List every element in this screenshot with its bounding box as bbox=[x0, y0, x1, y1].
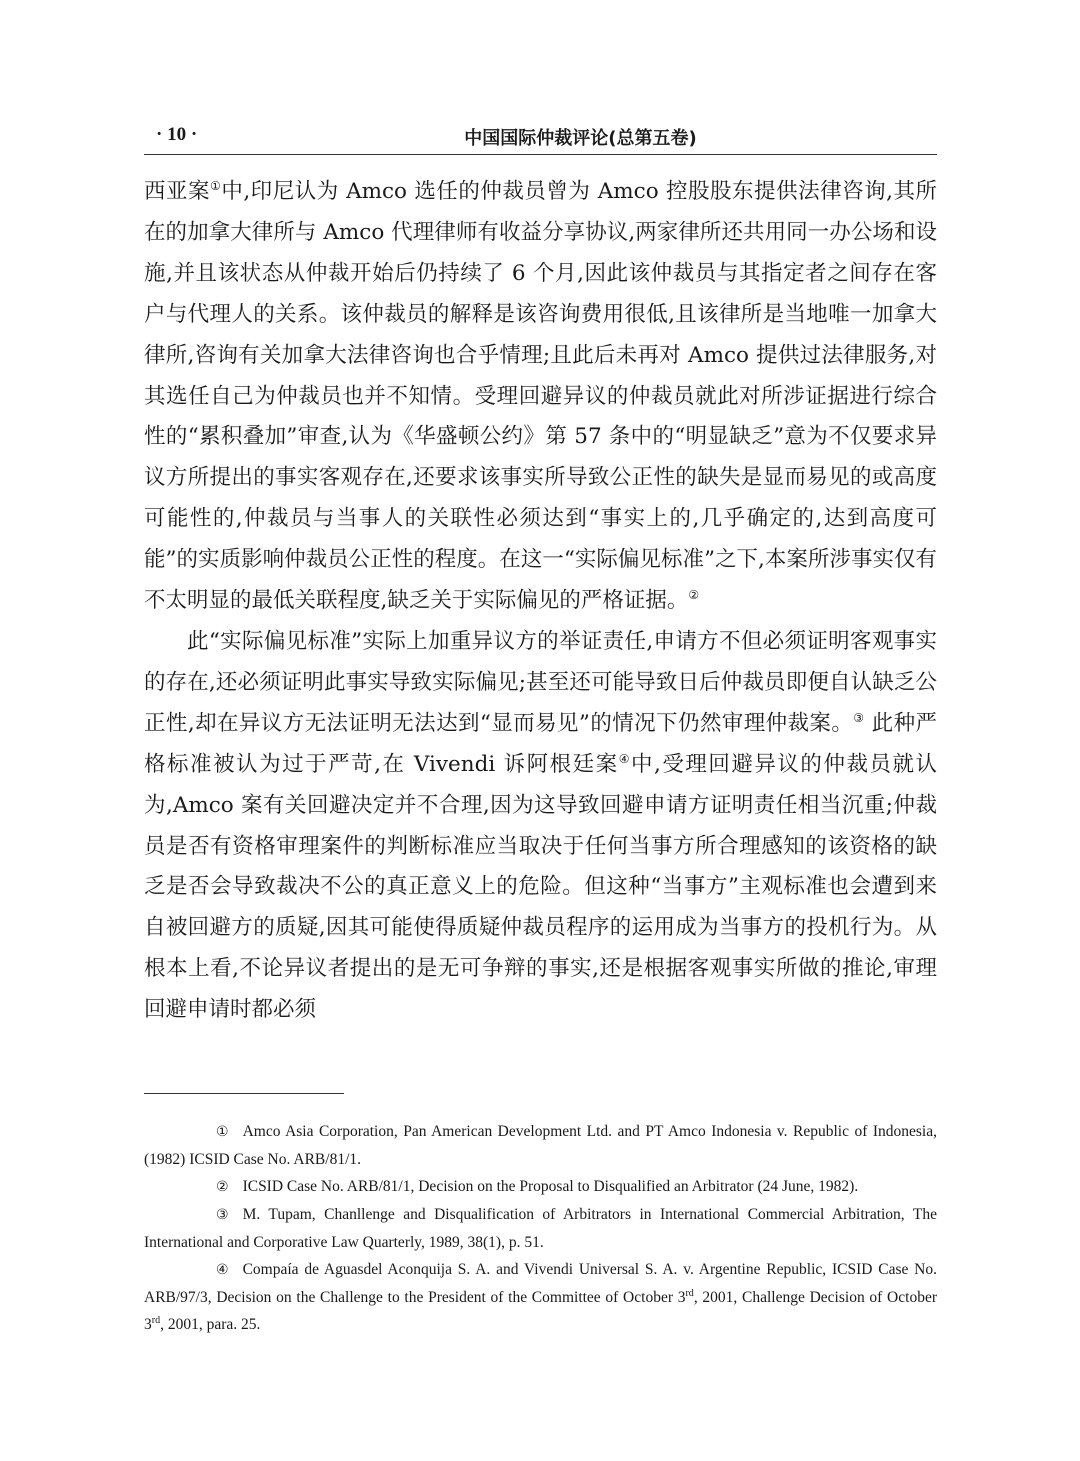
footnote-divider bbox=[144, 1093, 344, 1094]
footnote-text: , 2001, para. 25. bbox=[160, 1316, 261, 1333]
footnote-item bbox=[144, 1201, 937, 1256]
text-run: 西亚案 bbox=[144, 179, 211, 204]
footnote-ref[interactable]: ④ bbox=[618, 751, 631, 766]
footnote-text: M. Tupam, Chanllenge and Disqualification of Arbitrators in International Commercial Arbitration, The International and Corporative Law Quarterly, 1989, 38(1), p. 51. bbox=[144, 1206, 937, 1251]
text-run: 此“实际偏见标准”实际上加重异议方的举证责任,申请方不但必须证明客观事实的存在,还必须证明此事实导致实际偏见;甚至还可能导致日后仲裁员即便自认缺乏公正性,却在异议方无法证明无法达到“显而易见”的情况下仍然审理仲裁案。 bbox=[144, 628, 937, 736]
running-header bbox=[144, 120, 937, 155]
footnote-text: ICSID Case No. ARB/81/1, Decision on the Proposal to Disqualified an Arbitrator (24 June, 1982). bbox=[242, 1178, 859, 1195]
paragraph bbox=[144, 622, 937, 1031]
footnote-ref[interactable]: ③ bbox=[853, 710, 865, 725]
footnote-marker: ① bbox=[216, 1124, 229, 1140]
text-run: 中,印尼认为 Amco 选任的仲裁员曾为 Amco 控股股东提供法律咨询,其所在的加拿大律所与 Amco 代理律师有收益分享协议,两家律所还共用同一办公场和设施,并且该状态从仲裁开始后仍持续了 6 个月,因此该仲裁员与其指定者之间存在客户与代理人的关系。该仲裁员的解释是该咨询费用很低,且该律所是当地唯一加拿大律所,咨询有关加拿大法律咨询也合乎情理;且此后未再对 Amco 提供过法律服务,对其选任自己为仲裁员也并不知情。受理回避异议的仲裁员就此对所涉证据进行综合性的“累积叠加”审查,认为《华盛顿公约》第 57 条中的“明显缺乏”意为不仅要求异议方所提出的事实客观存在,还要求该事实所导致公正性的缺失是显而易见的或高度可能性的,仲裁员与当事人的关联性必须达到“事实上的,几乎确定的,达到高度可能”的实质影响仲裁员公正性的程度。在这一“实际偏见标准”之下,本案所涉事实仅有不太明显的最低关联程度,缺乏关于实际偏见的严格证据。 bbox=[144, 179, 937, 614]
footnote-text: , 2001, Challenge Decision of October 3 bbox=[144, 1289, 937, 1333]
footnote-text: Compaía de Aguasdel Aconquija S. A. and Vivendi Universal S. A. v. Argentine Republic, ICSID Case No. ARB/97/3, Decision on the Challenge to the President of the Committee of October 3 bbox=[144, 1261, 937, 1306]
paragraph bbox=[144, 172, 937, 622]
ordinal-suffix: rd bbox=[685, 1287, 694, 1299]
footnote-item bbox=[144, 1173, 937, 1201]
footnote-ref[interactable]: ① bbox=[210, 178, 222, 193]
footnote-marker: ② bbox=[216, 1179, 229, 1195]
footnote-marker: ④ bbox=[216, 1262, 229, 1278]
footnote-marker: ③ bbox=[216, 1207, 229, 1223]
footnote-item bbox=[144, 1118, 937, 1173]
ordinal-suffix: rd bbox=[151, 1314, 161, 1326]
text-run: 此种严格标准被认为过于严苛,在 Vivendi 诉阿根廷案 bbox=[144, 710, 937, 777]
footnotes bbox=[144, 1118, 937, 1338]
footnote-ref[interactable]: ② bbox=[688, 587, 700, 602]
journal-title: 中国国际仲裁评论(总第五卷) bbox=[464, 128, 697, 149]
page-number: · 10 · bbox=[156, 124, 198, 145]
document-page bbox=[144, 0, 937, 1461]
main-text bbox=[144, 172, 937, 1031]
footnote-item bbox=[144, 1256, 937, 1338]
footnote-text: Amco Asia Corporation, Pan American Development Ltd. and PT Amco Indonesia v. Republic of Indonesia, (1982) ICSID Case No. ARB/81/1. bbox=[144, 1123, 937, 1168]
text-run: 中,受理回避异议的仲裁员就认为,Amco 案有关回避决定并不合理,因为这导致回避申请方证明责任相当沉重;仲裁员是否有资格审理案件的判断标准应当取决于任何当事方所合理感知的该资格的缺乏是否会导致裁决不公的真正意义上的危险。但这种“当事方”主观标准也会遭到来自被回避方的质疑,因其可能使得质疑仲裁员程序的运用成为当事方的投机行为。从根本上看,不论异议者提出的是无可争辩的事实,还是根据客观事实所做的推论,审理回避申请时都必须 bbox=[144, 751, 938, 1023]
